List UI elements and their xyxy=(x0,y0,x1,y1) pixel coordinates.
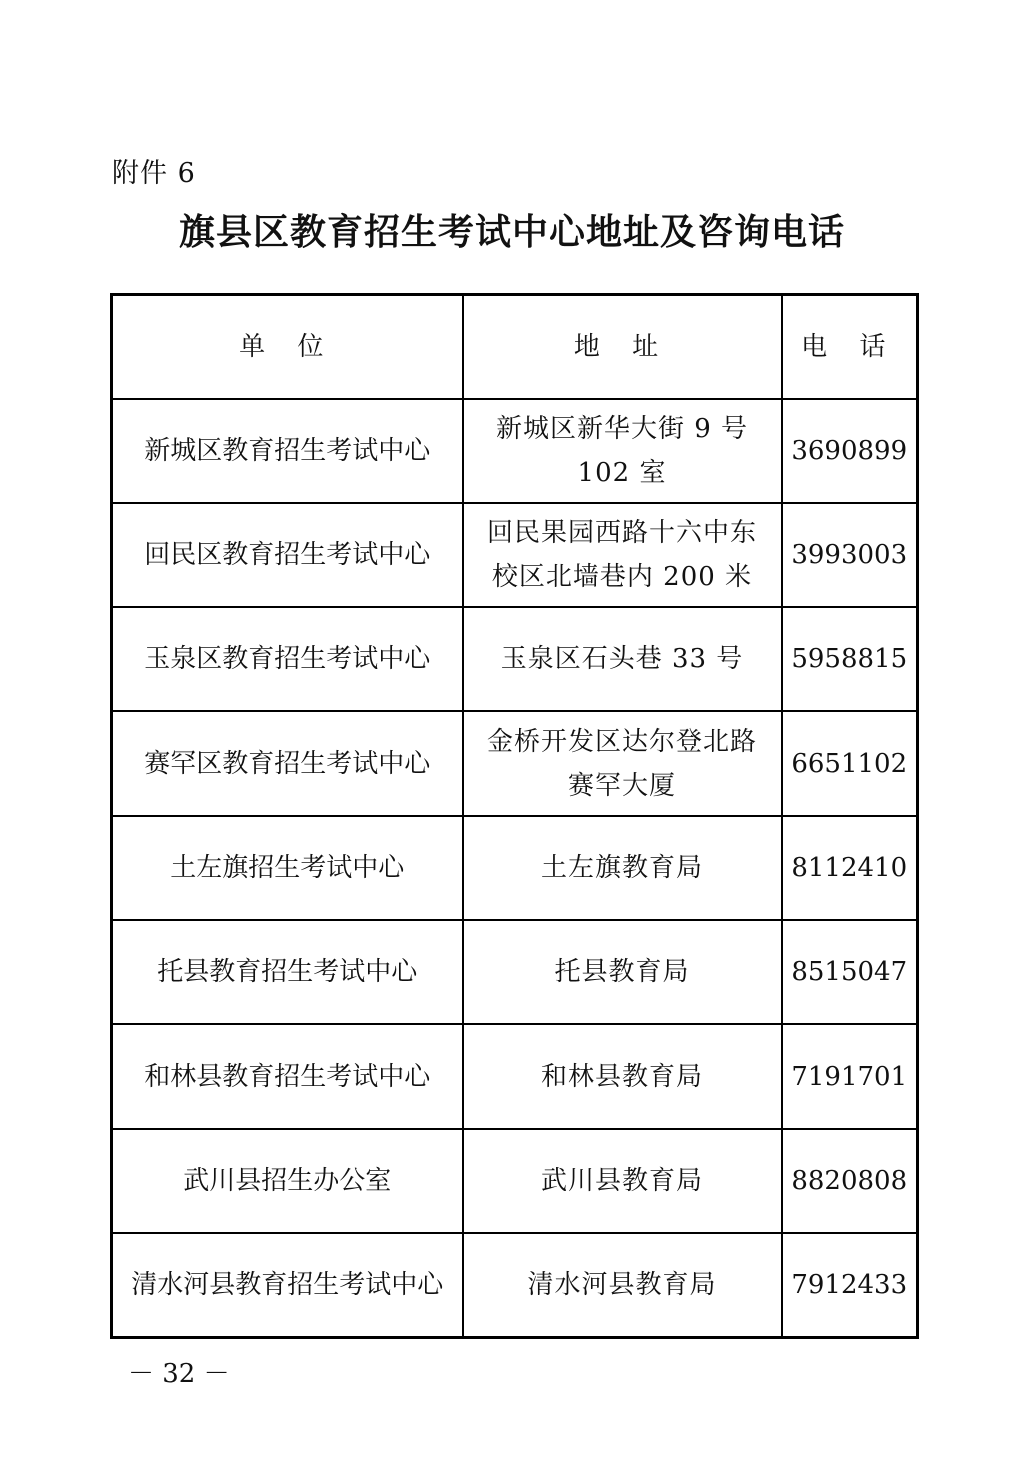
address-cell xyxy=(463,503,782,607)
address-cell xyxy=(463,399,782,503)
table-row xyxy=(112,816,918,920)
phone-cell: 8112410 xyxy=(782,816,918,920)
unit-cell: 新城区教育招生考试中心 xyxy=(112,399,463,503)
unit-cell: 托县教育招生考试中心 xyxy=(112,920,463,1024)
address-line: 赛罕大厦 xyxy=(567,770,676,801)
address-cell xyxy=(463,711,782,815)
unit-cell: 玉泉区教育招生考试中心 xyxy=(112,607,463,711)
table-row xyxy=(112,399,918,503)
phone-cell: 7912433 xyxy=(782,1233,918,1337)
address-line: 清水河县教育局 xyxy=(527,1270,717,1301)
table-row xyxy=(112,1233,918,1337)
table-row xyxy=(112,1129,918,1233)
phone-cell: 6651102 xyxy=(782,711,918,815)
address-line: 回民果园西路十六中东 xyxy=(486,517,757,548)
address-line: 武川县教育局 xyxy=(540,1165,703,1196)
address-cell xyxy=(463,816,782,920)
phone-cell: 7191701 xyxy=(782,1024,918,1128)
table-row xyxy=(112,711,918,815)
table-header-row xyxy=(112,295,918,399)
address-line: 新城区新华大街 9 号 xyxy=(495,413,749,444)
phone-cell: 8515047 xyxy=(782,920,918,1024)
address-line: 托县教育局 xyxy=(554,957,690,988)
unit-cell: 和林县教育招生考试中心 xyxy=(112,1024,463,1128)
address-line: 金桥开发区达尔登北路 xyxy=(486,726,757,757)
page-title: 旗县区教育招生考试中心地址及咨询电话 xyxy=(178,212,845,253)
unit-cell: 清水河县教育招生考试中心 xyxy=(112,1233,463,1337)
address-line: 102 室 xyxy=(577,457,667,488)
column-header-address: 地 址 xyxy=(463,295,782,399)
table-row xyxy=(112,1024,918,1128)
phone-cell: 8820808 xyxy=(782,1129,918,1233)
address-cell xyxy=(463,1129,782,1233)
column-header-unit: 单 位 xyxy=(112,295,463,399)
address-line: 校区北墙巷内 200 米 xyxy=(491,561,753,592)
table-row xyxy=(112,607,918,711)
phone-cell: 3993003 xyxy=(782,503,918,607)
unit-cell: 赛罕区教育招生考试中心 xyxy=(112,711,463,815)
unit-cell: 土左旗招生考试中心 xyxy=(112,816,463,920)
address-line: 和林县教育局 xyxy=(540,1061,703,1092)
table-row xyxy=(112,920,918,1024)
address-cell xyxy=(463,1024,782,1128)
contacts-table xyxy=(110,293,919,1339)
unit-cell: 武川县招生办公室 xyxy=(112,1129,463,1233)
column-header-phone: 电 话 xyxy=(782,295,918,399)
table-row xyxy=(112,503,918,607)
unit-cell: 回民区教育招生考试中心 xyxy=(112,503,463,607)
page-number: － 32 － xyxy=(128,1359,230,1389)
phone-cell: 5958815 xyxy=(782,607,918,711)
phone-cell: 3690899 xyxy=(782,399,918,503)
address-cell xyxy=(463,1233,782,1337)
address-line: 玉泉区石头巷 33 号 xyxy=(500,644,744,675)
address-line: 土左旗教育局 xyxy=(540,852,703,883)
address-cell xyxy=(463,607,782,711)
attachment-label: 附件 6 xyxy=(112,158,196,189)
address-cell xyxy=(463,920,782,1024)
